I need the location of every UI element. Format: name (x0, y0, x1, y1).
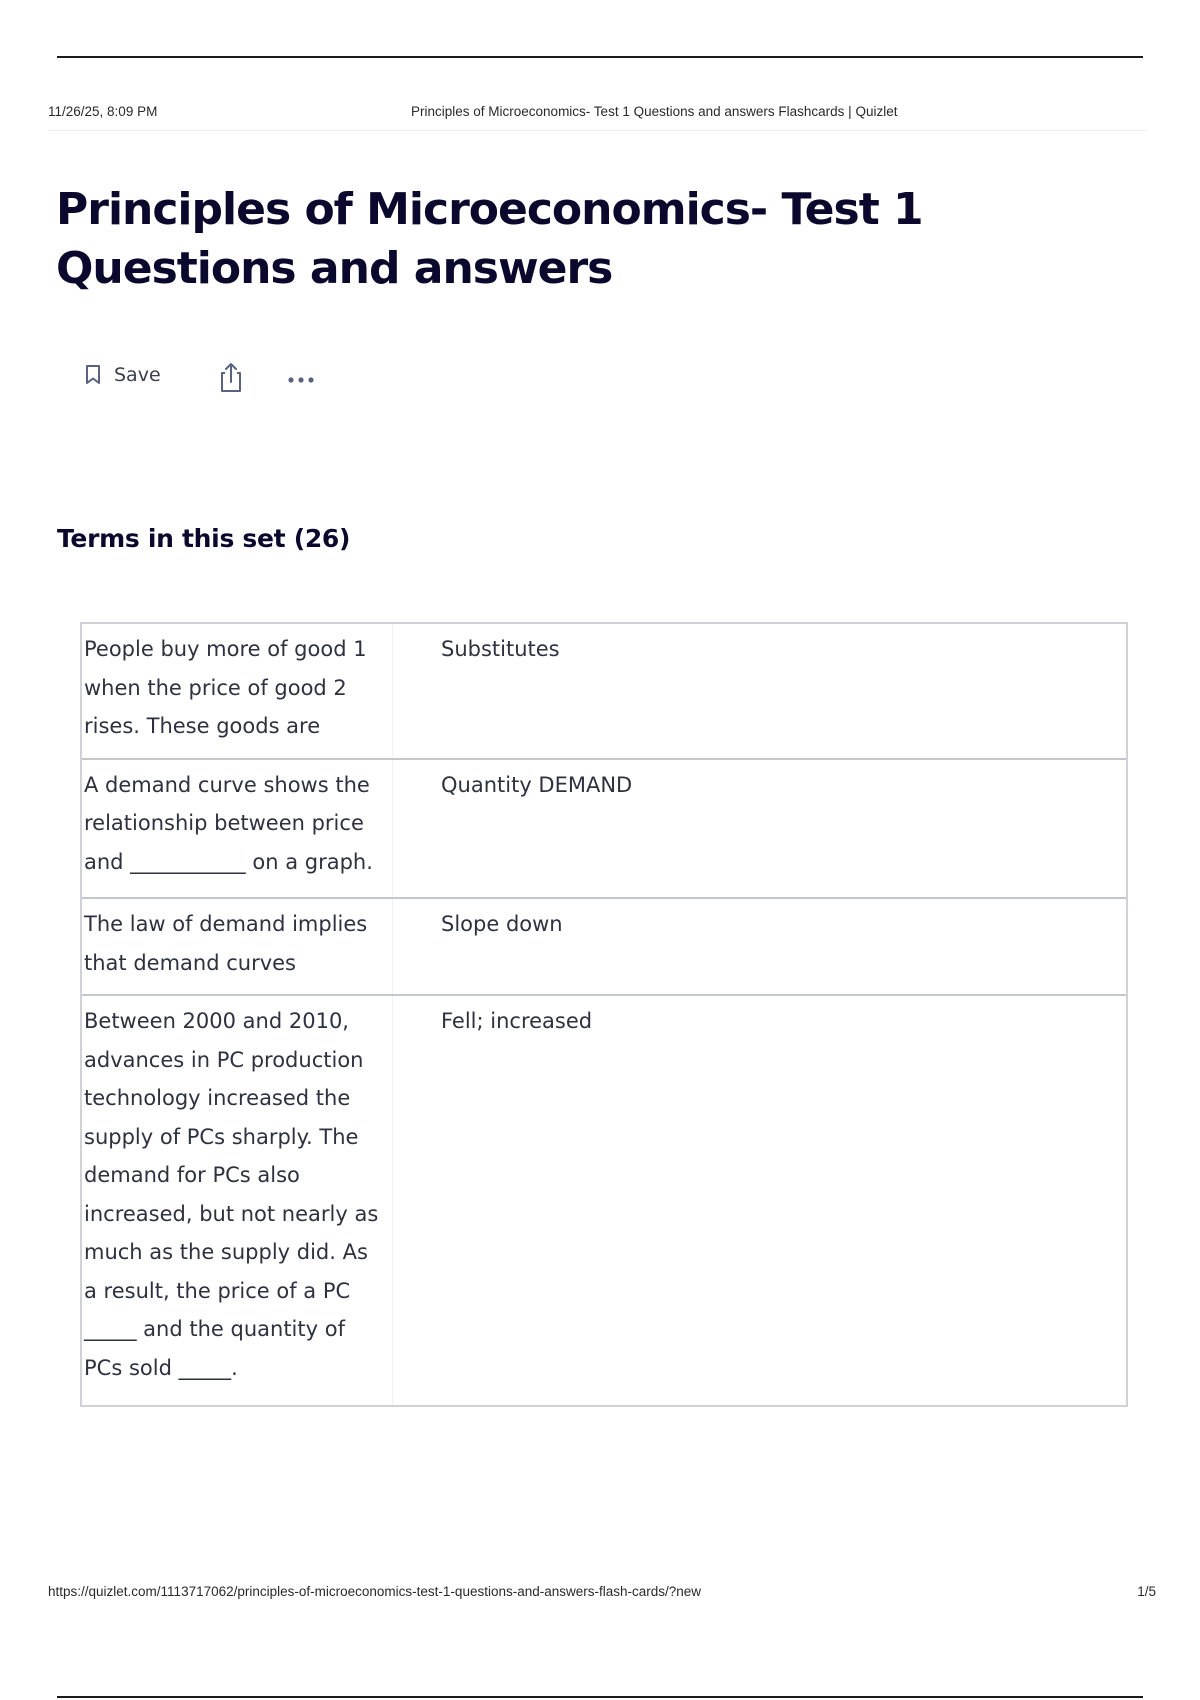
bottom-rule (57, 1696, 1143, 1698)
term-text: The law of demand implies that demand curves (82, 899, 393, 994)
terms-heading: Terms in this set (26) (57, 524, 351, 553)
page-number: 1/5 (1137, 1584, 1156, 1599)
term-row (82, 758, 1126, 898)
top-rule (57, 56, 1143, 58)
save-label: Save (114, 364, 161, 386)
print-url: https://quizlet.com/1113717062/principles-of-microeconomics-test-1-questions-and-answers-flash-cards/?new (48, 1584, 702, 1599)
definition-text: Fell; increased (441, 1009, 593, 1033)
more-horizontal-icon (286, 375, 318, 385)
definition-text: Substitutes (441, 637, 560, 661)
page-title: Principles of Microeconomics- Test 1 Questions and answers (56, 184, 923, 294)
share-button[interactable] (216, 360, 246, 398)
term-text: A demand curve shows the relationship between price and ___________ on a graph. (82, 760, 393, 898)
term-row (82, 994, 1126, 1405)
save-button[interactable] (84, 364, 161, 386)
more-options-button[interactable] (286, 370, 318, 389)
print-datetime: 11/26/25, 8:09 PM (48, 104, 158, 119)
terms-table (80, 622, 1128, 1407)
bookmark-icon (84, 364, 102, 386)
definition-text: Quantity DEMAND (441, 772, 633, 797)
print-page-title: Principles of Microeconomics- Test 1 Questions and answers Flashcards | Quizlet (411, 104, 898, 119)
term-row (82, 897, 1126, 994)
term-text: People buy more of good 1 when the price of good 2 rises. These goods are (82, 624, 393, 758)
term-row (82, 624, 1126, 758)
definition-text: Slope down (441, 912, 563, 936)
print-header (48, 104, 1146, 131)
share-icon (216, 360, 246, 394)
term-text: Between 2000 and 2010, advances in PC production technology increased the supply of PCs sharply. The demand for PCs also increased, but not nearly as much as the supply did. As a result, the price of a PC _____ and the quantity of PCs sold _____. (82, 996, 393, 1405)
